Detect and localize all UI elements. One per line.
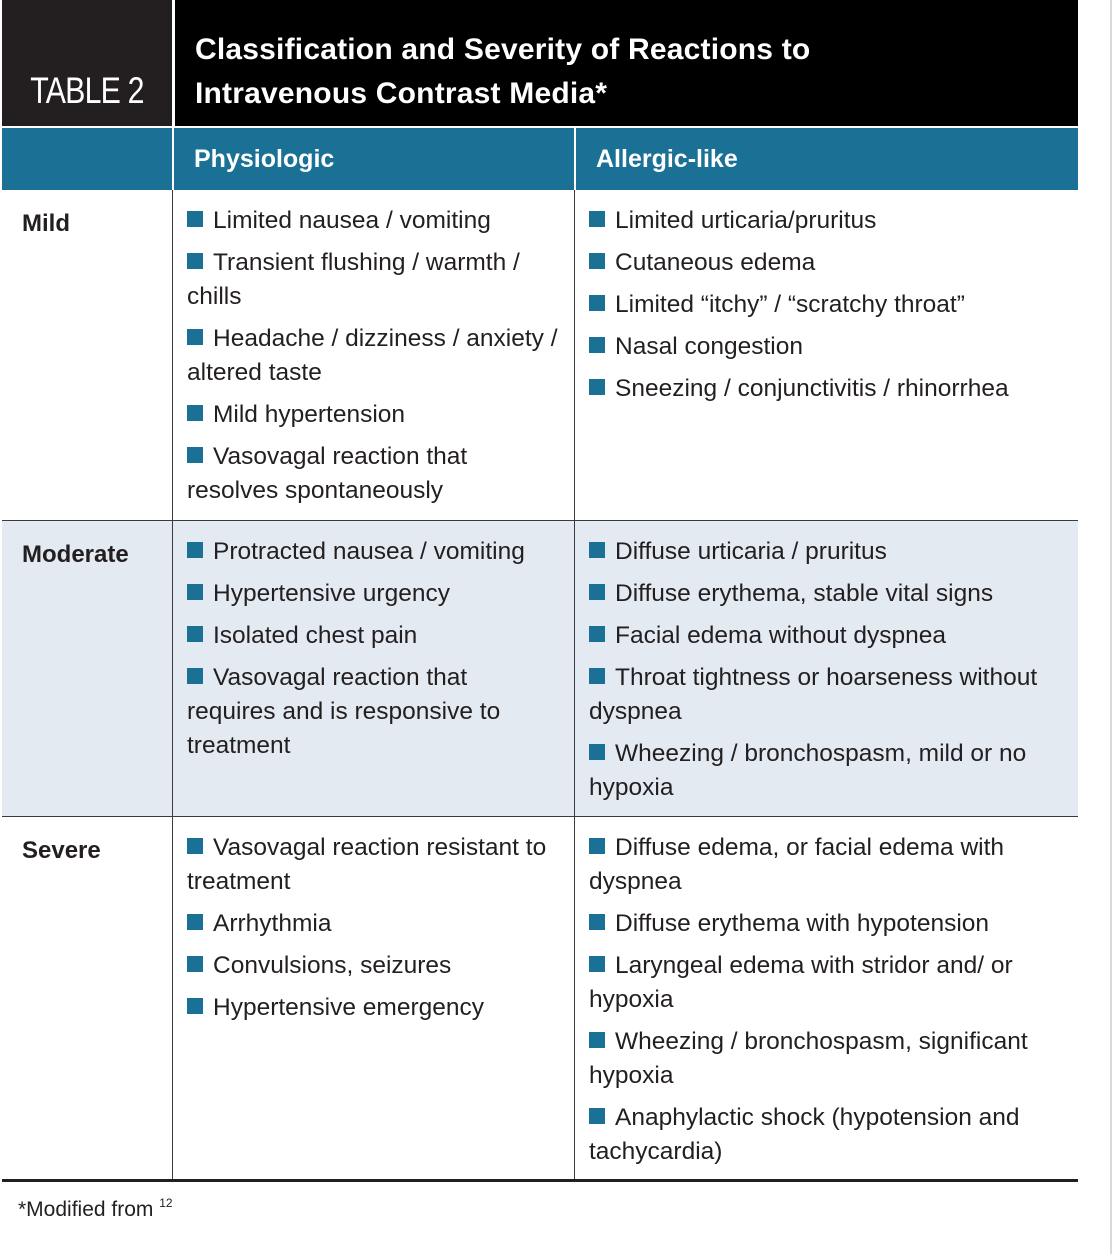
square-bullet-icon [187, 253, 203, 269]
square-bullet-icon [589, 626, 605, 642]
footnote [18, 1196, 173, 1222]
list-item: Diffuse erythema, stable vital signs [589, 577, 1064, 611]
physiologic-cell [172, 521, 574, 816]
column-header-row [2, 126, 1078, 190]
physiologic-cell [172, 190, 574, 520]
table-title-line1: Classification and Severity of Reactions to [195, 33, 811, 66]
list-item: Isolated chest pain [187, 619, 560, 653]
allergic-cell [574, 521, 1078, 816]
list-item: Arrhythmia [187, 907, 560, 941]
list-item: Hypertensive emergency [187, 991, 560, 1025]
list-item: Convulsions, seizures [187, 949, 560, 983]
list-item: Vasovagal reaction that requires and is responsive to treatment [187, 664, 501, 759]
list-item: Laryngeal edema with stridor and/ or hypoxia [589, 952, 1013, 1013]
list-item: Limited “itchy” / “scratchy throat” [589, 288, 1064, 322]
square-bullet-icon [187, 668, 203, 684]
square-bullet-icon [589, 211, 605, 227]
header-blank-cell [2, 128, 172, 190]
square-bullet-icon [589, 668, 605, 684]
list-item: Vasovagal reaction that resolves spontaneously [187, 443, 468, 504]
table-title-bar [2, 0, 1078, 126]
square-bullet-icon [589, 379, 605, 395]
reactions-table [2, 0, 1078, 1182]
list-item: Diffuse erythema with hypotension [589, 907, 1064, 941]
footnote-reference: 12 [159, 1196, 173, 1210]
list-item: Anaphylactic shock (hypotension and tachycardia) [589, 1104, 1020, 1165]
header-physiologic: Physiologic [194, 144, 335, 173]
square-bullet-icon [187, 584, 203, 600]
physiologic-cell [172, 817, 574, 1179]
footnote-text: *Modified from [18, 1198, 154, 1221]
list-item: Wheezing / bronchospasm, mild or no hypoxia [589, 740, 1027, 801]
square-bullet-icon [187, 998, 203, 1014]
table-row-severe [2, 817, 1078, 1182]
list-item: Sneezing / conjunctivitis / rhinorrhea [589, 372, 1064, 406]
allergic-cell [574, 817, 1078, 1179]
list-item: Throat tightness or hoarseness without dyspnea [589, 664, 1038, 725]
square-bullet-icon [187, 447, 203, 463]
square-bullet-icon [589, 956, 605, 972]
table-row-mild [2, 190, 1078, 521]
square-bullet-icon [589, 253, 605, 269]
header-allergic-like: Allergic-like [596, 144, 738, 173]
square-bullet-icon [589, 337, 605, 353]
list-item: Mild hypertension [187, 398, 560, 432]
square-bullet-icon [187, 626, 203, 642]
list-item: Facial edema without dyspnea [589, 619, 1064, 653]
square-bullet-icon [589, 1108, 605, 1124]
list-item: Hypertensive urgency [187, 577, 560, 611]
square-bullet-icon [589, 1032, 605, 1048]
square-bullet-icon [187, 542, 203, 558]
square-bullet-icon [589, 838, 605, 854]
list-item: Protracted nausea / vomiting [187, 535, 560, 569]
list-item: Nasal congestion [589, 330, 1064, 364]
table-row-moderate [2, 521, 1078, 817]
table-number-tag: TABLE 2 [17, 0, 156, 126]
square-bullet-icon [187, 956, 203, 972]
square-bullet-icon [589, 584, 605, 600]
list-item: Transient flushing / warmth / chills [187, 249, 520, 310]
row-label-moderate: Moderate [22, 541, 129, 568]
square-bullet-icon [589, 295, 605, 311]
table-title [175, 0, 1078, 126]
square-bullet-icon [589, 744, 605, 760]
list-item: Diffuse edema, or facial edema with dyspnea [589, 834, 1005, 895]
row-label-severe: Severe [22, 837, 101, 864]
table-title-line2: Intravenous Contrast Media* [195, 77, 608, 110]
square-bullet-icon [187, 914, 203, 930]
allergic-cell [574, 190, 1078, 520]
row-label-mild: Mild [22, 210, 70, 237]
square-bullet-icon [187, 405, 203, 421]
list-item: Cutaneous edema [589, 246, 1064, 280]
list-item: Diffuse urticaria / pruritus [589, 535, 1064, 569]
square-bullet-icon [589, 914, 605, 930]
page-edge-rule [1110, 0, 1112, 1254]
list-item: Limited urticaria/pruritus [589, 204, 1064, 238]
square-bullet-icon [187, 838, 203, 854]
list-item: Limited nausea / vomiting [187, 204, 560, 238]
square-bullet-icon [589, 542, 605, 558]
square-bullet-icon [187, 211, 203, 227]
list-item: Headache / dizziness / anxiety / altered taste [187, 325, 558, 386]
list-item: Vasovagal reaction resistant to treatment [187, 834, 547, 895]
square-bullet-icon [187, 329, 203, 345]
list-item: Wheezing / bronchospasm, significant hypoxia [589, 1028, 1028, 1089]
